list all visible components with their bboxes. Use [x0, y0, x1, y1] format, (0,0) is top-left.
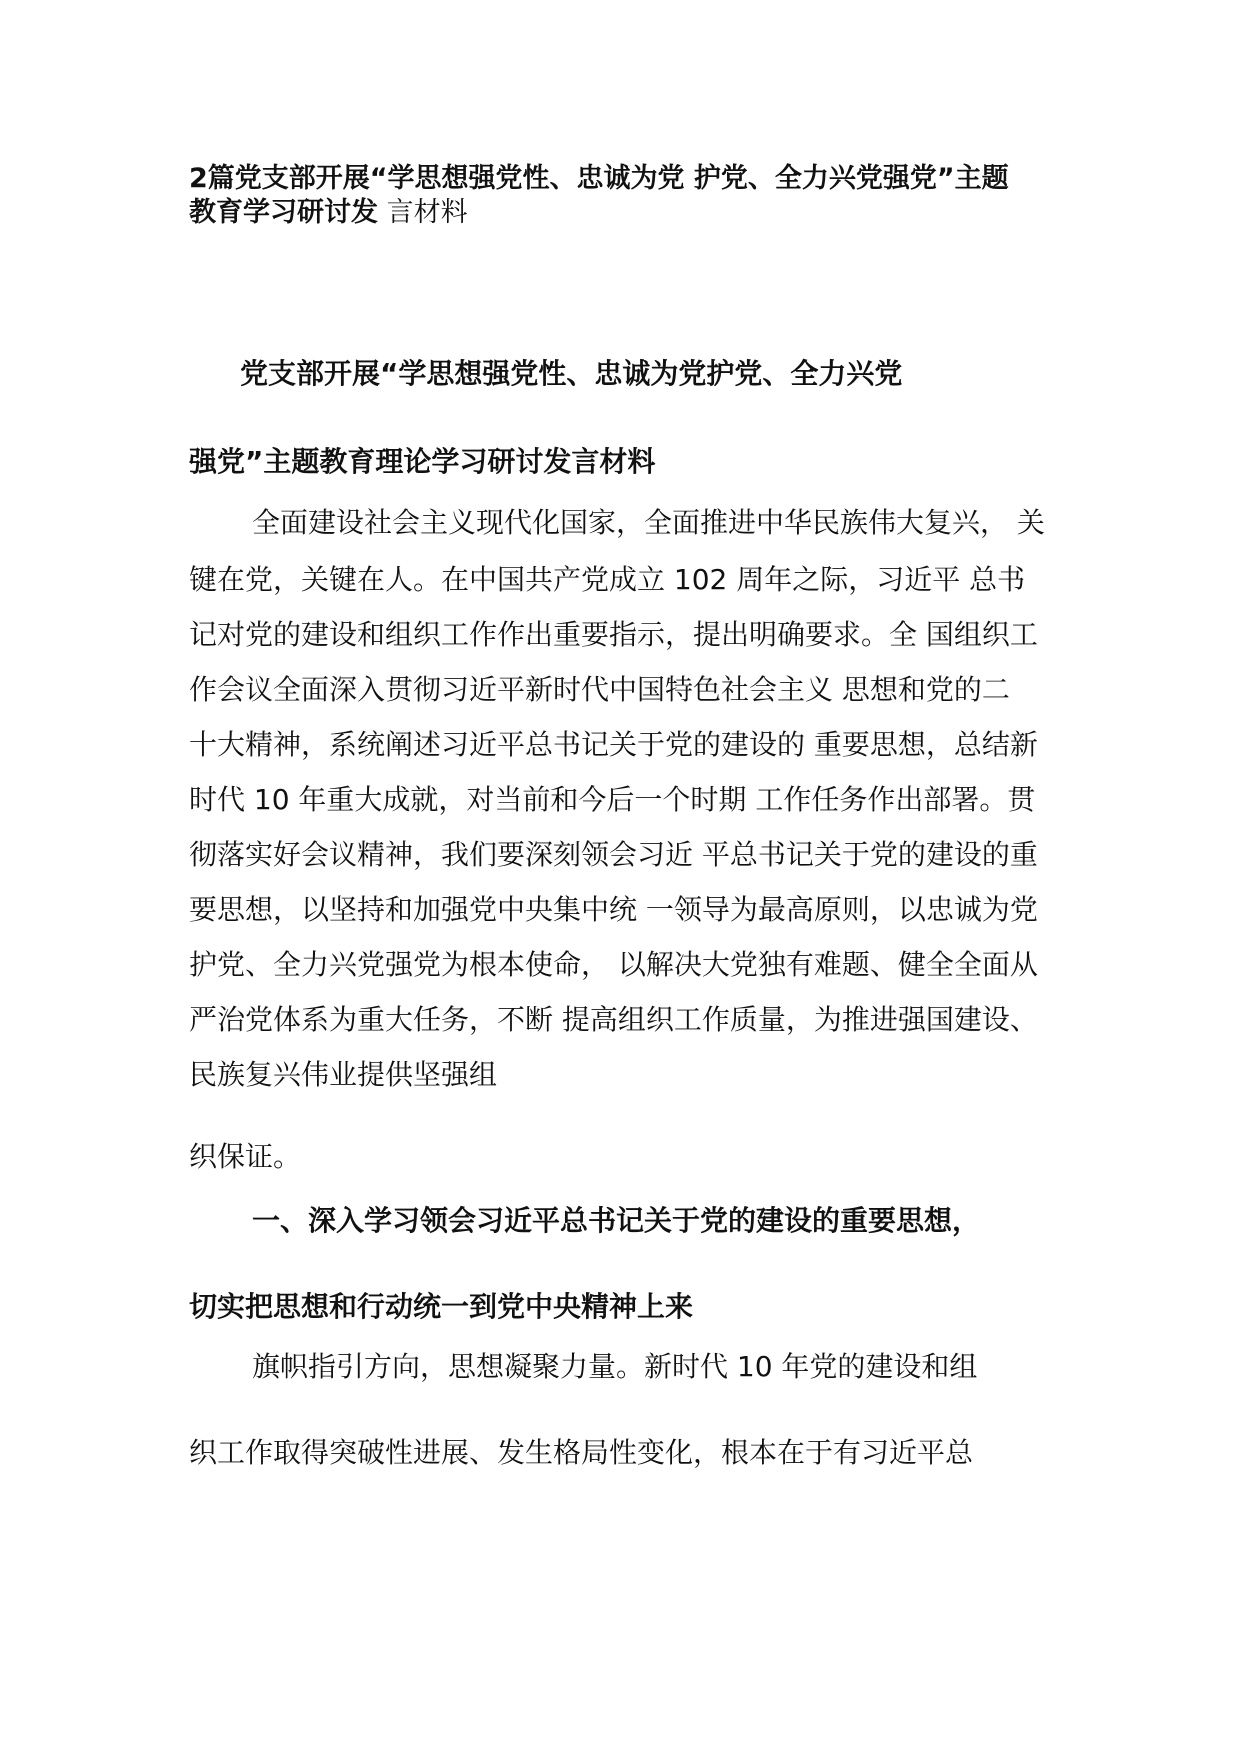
paragraph-1-line-7: 彻落实好会议精神，我们要深刻领会习近 平总书记关于党的建设的重 — [189, 838, 1038, 871]
article-heading-line-2: 强党”主题教育理论学习研讨发言材料 — [189, 445, 656, 478]
article-heading-line-1: 党支部开展“学思想强党性、忠诚为党护党、全力兴党 — [240, 357, 903, 390]
document-title-line-1: 2篇党支部开展“学思想强党性、忠诚为党 护党、全力兴党强党”主题 — [189, 163, 1009, 194]
paragraph-1-line-8: 要思想，以坚持和加强党中央集中统 一领导为最高原则，以忠诚为党 — [189, 893, 1038, 926]
paragraph-1-line-6: 时代 10 年重大成就，对当前和今后一个时期 工作任务作出部署。贯 — [189, 783, 1036, 816]
paragraph-1-line-4: 作会议全面深入贯彻习近平新时代中国特色社会主义 思想和党的二 — [189, 673, 1010, 706]
paragraph-2-line-1: 旗帜指引方向，思想凝聚力量。新时代 10 年党的建设和组 — [252, 1350, 978, 1383]
paragraph-1-line-11: 民族复兴伟业提供坚强组 — [189, 1058, 498, 1091]
paragraph-2-line-2: 织工作取得突破性进展、发生格局性变化，根本在于有习近平总 — [189, 1436, 974, 1469]
paragraph-1-line-5: 十大精神，系统阐述习近平总书记关于党的建设的 重要思想，总结新 — [189, 728, 1038, 761]
document-title-main: 教育学习研讨发 — [189, 197, 378, 228]
paragraph-1-line-2: 键在党，关键在人。在中国共产党成立 102 周年之际，习近平 总书 — [189, 563, 1026, 596]
paragraph-1-line-9: 护党、全力兴党强党为根本使命， 以解决大党独有难题、健全全面从 — [189, 948, 1038, 981]
section-1-heading-line-2: 切实把思想和行动统一到党中央精神上来 — [189, 1290, 694, 1323]
section-1-heading-line-1: 一、深入学习领会习近平总书记关于党的建设的重要思想， — [252, 1204, 981, 1237]
paragraph-1-line-3: 记对党的建设和组织工作作出重要指示，提出明确要求。全 国组织工 — [189, 618, 1038, 651]
document-title-tail: 言材料 — [378, 197, 468, 228]
paragraph-1-line-1: 全面建设社会主义现代化国家，全面推进中华民族伟大复兴， 关 — [252, 506, 1045, 539]
paragraph-1-tail: 织保证。 — [189, 1140, 302, 1173]
document-title-line-2 — [189, 196, 468, 229]
paragraph-1-line-10: 严治党体系为重大任务，不断 提高组织工作质量，为推进强国建设、 — [189, 1003, 1038, 1036]
